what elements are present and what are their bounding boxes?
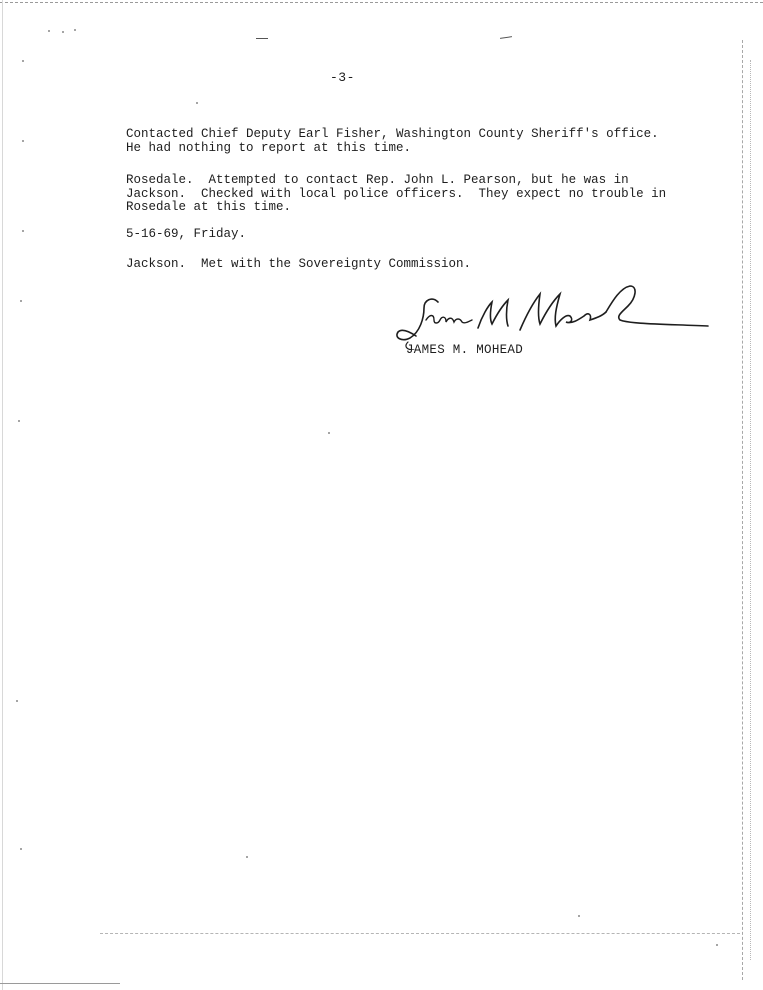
scan-speck: [22, 230, 24, 232]
scan-speck: [74, 29, 76, 31]
scan-speck: [328, 432, 330, 434]
scan-speck: [716, 944, 718, 946]
scan-speck: [18, 420, 20, 422]
scan-edge-bottom: [100, 933, 740, 934]
scan-edge-right-inner: [750, 60, 751, 960]
scan-speck: [22, 60, 24, 62]
scan-edge-right: [742, 40, 743, 980]
paragraph-date: 5-16-69, Friday.: [126, 227, 247, 241]
scan-speck: [196, 102, 198, 104]
scan-edge-left: [2, 0, 3, 990]
page-number: -3-: [330, 70, 355, 85]
scan-speck: [62, 31, 64, 33]
handwritten-signature: [380, 280, 720, 350]
scan-speck: [48, 30, 50, 32]
scan-speck: [578, 915, 580, 917]
scan-speck: [246, 856, 248, 858]
scan-edge-bottom-left: [0, 983, 120, 984]
typed-signatory-name: JAMES M. MOHEAD: [406, 343, 524, 357]
scan-mark: [500, 36, 512, 39]
paragraph-sheriff-contact: Contacted Chief Deputy Earl Fisher, Washington County Sheriff's office. He had nothing to report at this time.: [126, 127, 659, 155]
scan-speck: [16, 700, 18, 702]
scan-speck: [22, 140, 24, 142]
scan-mark: [256, 38, 268, 39]
paragraph-rosedale: Rosedale. Attempted to contact Rep. John L. Pearson, but he was in Jackson. Checked with local police officers. They expect no trouble in Rosedale at this time.: [126, 173, 667, 214]
scan-speck: [20, 848, 22, 850]
paragraph-jackson: Jackson. Met with the Sovereignty Commission.: [126, 257, 472, 271]
scan-speck: [20, 300, 22, 302]
scan-edge-top: [0, 2, 763, 3]
